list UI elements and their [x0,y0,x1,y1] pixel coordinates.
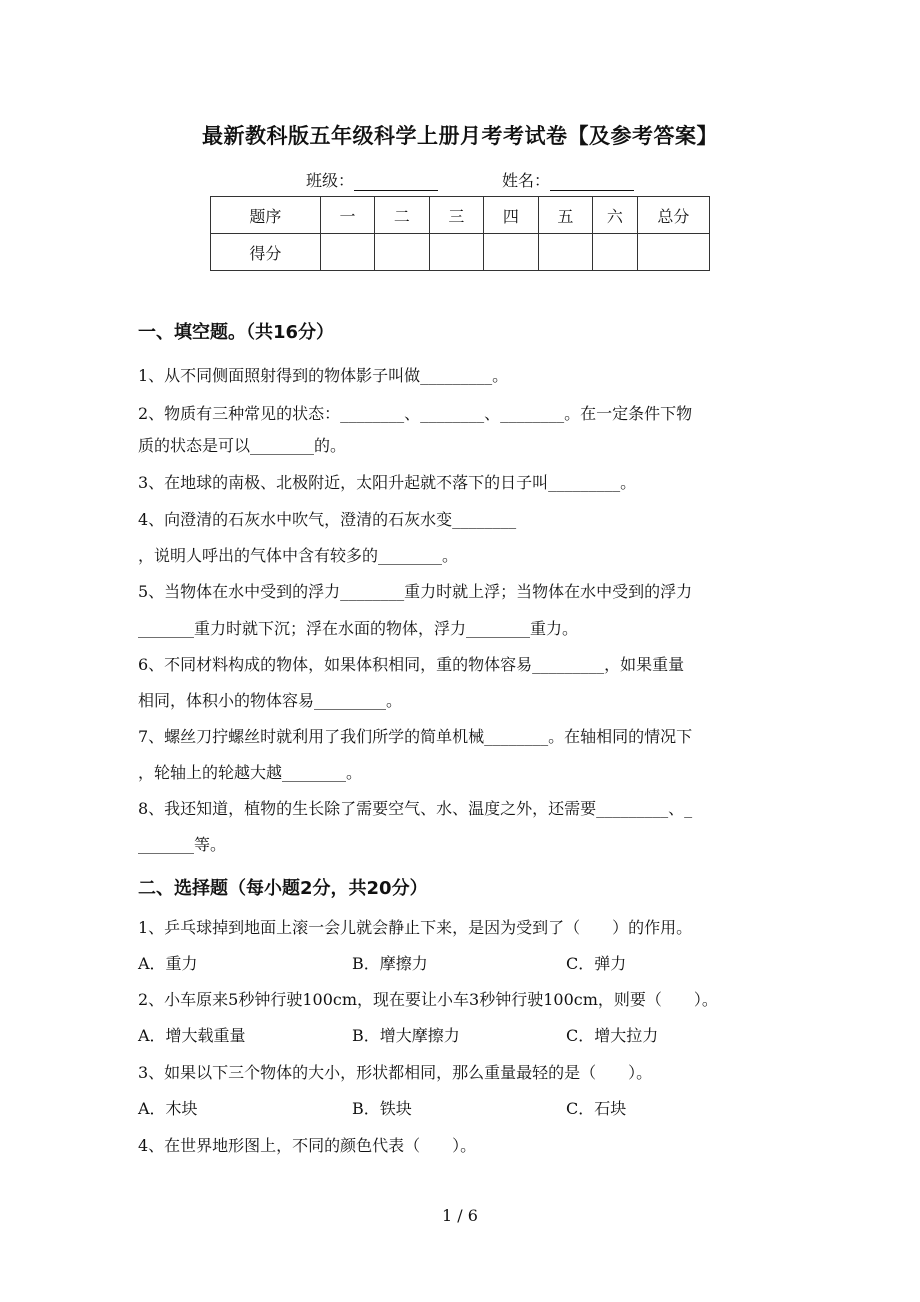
question-stem: 3、如果以下三个物体的大小，形状都相同，那么重量最轻的是（ ）。 [138,1063,653,1082]
score-table-header-row [211,197,710,234]
score-header-cell: 一 [320,197,374,234]
option-b: B．摩擦力 [352,954,428,973]
question-line: 相同，体积小的物体容易_________。 [138,691,403,710]
question-stem: 4、在世界地形图上，不同的颜色代表（ ）。 [138,1136,477,1155]
option-c: C．弹力 [566,954,627,973]
score-cell [429,234,483,271]
question-line: 质的状态是可以________的。 [138,436,347,455]
question-line: 2、物质有三种常见的状态：________、________、________。在一定条件下物 [138,404,693,423]
score-row-label: 得分 [211,234,321,271]
name-blank [550,172,634,191]
question-line: 3、在地球的南极、北极附近，太阳升起就不落下的日子叫_________。 [138,473,637,492]
score-cell [484,234,538,271]
question-line: 5、当物体在水中受到的浮力________重力时就上浮；当物体在水中受到的浮力 [138,582,693,601]
score-header-cell: 二 [375,197,429,234]
class-field [306,168,438,191]
score-table-score-row [211,234,710,271]
question-line: _______等。 [138,835,227,854]
score-cell [320,234,374,271]
score-header-cell: 五 [538,197,592,234]
score-cell [593,234,638,271]
question-line: 8、我还知道，植物的生长除了需要空气、水、温度之外，还需要_________、_ [138,799,693,818]
question-stem: 2、小车原来5秒钟行驶100cm，现在要让小车3秒钟行驶100cm，则要（ ）。 [138,990,718,1009]
page-number: 1 / 6 [442,1206,478,1225]
exam-title: 最新教科版五年级科学上册月考考试卷【及参考答案】 [202,124,718,148]
class-blank [354,172,438,191]
section2-heading: 二、选择题（每小题2分，共20分） [138,878,428,899]
score-header-cell: 三 [429,197,483,234]
question-line: ，轮轴上的轮越大越________。 [138,763,363,782]
name-label: 姓名： [502,171,551,190]
question-line: 7、螺丝刀拧螺丝时就利用了我们所学的简单机械________。在轴相同的情况下 [138,727,693,746]
score-header-cell: 六 [593,197,638,234]
question-line: _______重力时就下沉；浮在水面的物体，浮力________重力。 [138,619,579,638]
name-field [502,168,634,191]
score-header-cell: 四 [484,197,538,234]
score-table [210,196,710,271]
option-a: A．增大载重量 [138,1026,246,1045]
option-b: B．铁块 [352,1099,412,1118]
score-header-cell: 总分 [637,197,709,234]
score-cell [538,234,592,271]
question-line: 4、向澄清的石灰水中吹气，澄清的石灰水变________ [138,510,517,529]
option-b: B．增大摩擦力 [352,1026,460,1045]
score-header-cell: 题序 [211,197,321,234]
option-a: A．木块 [138,1099,198,1118]
score-cell [375,234,429,271]
question-line: 6、不同材料构成的物体，如果体积相同，重的物体容易_________，如果重量 [138,655,685,674]
option-a: A．重力 [138,954,198,973]
option-c: C．增大拉力 [566,1026,659,1045]
question-stem: 1、乒乓球掉到地面上滚一会儿就会静止下来，是因为受到了（ ）的作用。 [138,918,693,937]
question-line: ，说明人呼出的气体中含有较多的________。 [138,546,459,565]
class-label: 班级： [306,171,355,190]
question-line: 1、从不同侧面照射得到的物体影子叫做_________。 [138,366,509,385]
score-cell [637,234,709,271]
section1-heading: 一、填空题。（共16分） [138,322,335,343]
option-c: C．石块 [566,1099,627,1118]
